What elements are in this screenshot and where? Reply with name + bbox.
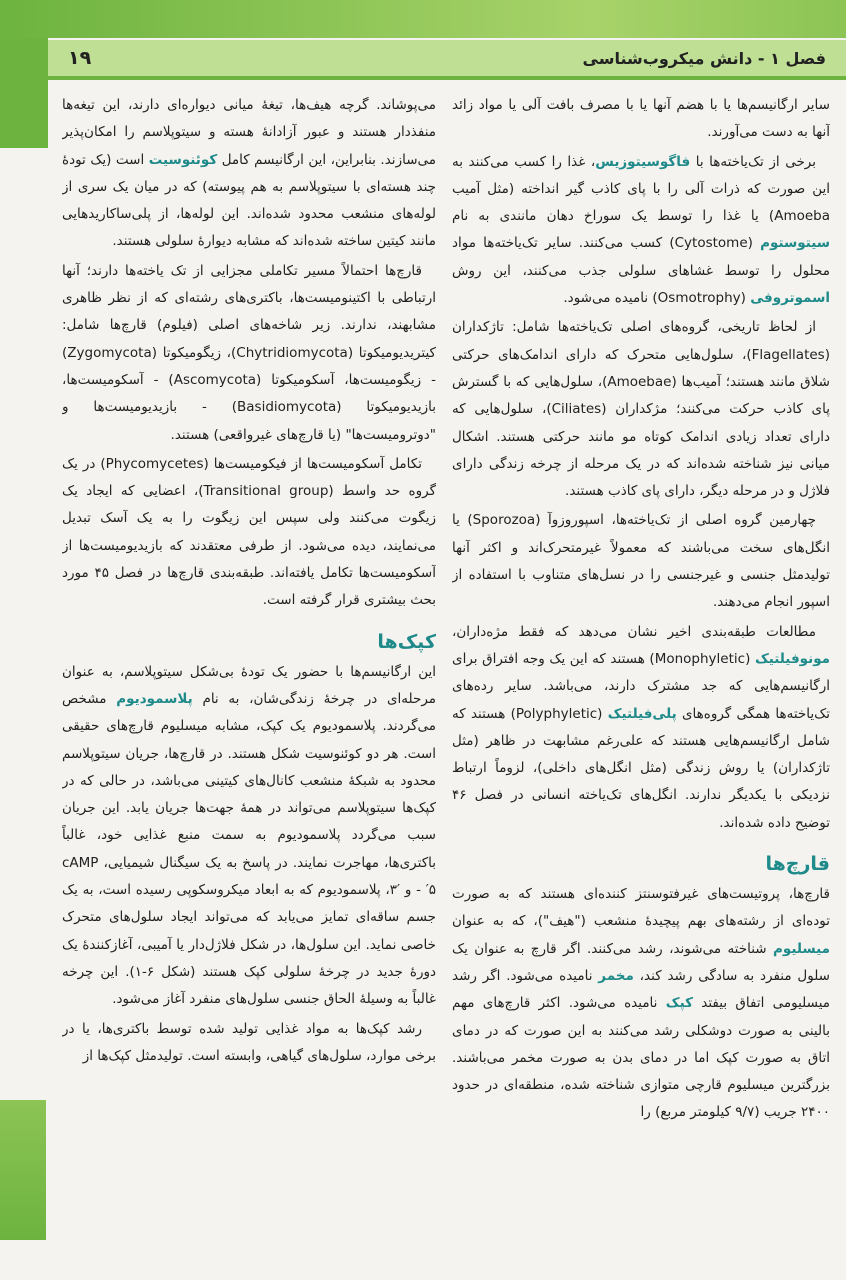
key-term: پلاسمودیوم [116,690,193,707]
left-column [62,92,436,1268]
paragraph: رشد کپک‌ها به مواد غذایی تولید شده توسط باکتری‌ها، یا در برخی موارد، سلول‌های گیاهی، وابسته است. تولیدمثل کپک‌ها از [62,1020,436,1064]
paragraph: برخی از تک‌یاخته‌ها با فاگوسیتوزیس، غذا را کسب می‌کنند به این صورت که ذرات آلی را با پای کاذب گیر انداخته (مثل آمیب Amoeba) یا غذا را توسط یک سوراخ دهان مانندی به نام سیتوستوم (Cytostome) کسب می‌کنند. سایر تک‌یاخته‌ها مواد محلول را توسط غشاهای سلولی جذب می‌کنند، این روش اسموتروفی (Osmotrophy) نامیده می‌شود. [452,153,830,307]
key-term: کپک [665,995,693,1012]
paragraph: مطالعات طبقه‌بندی اخیر نشان می‌دهد که فقط مژه‌داران، مونوفیلتیک (Monophyletic) هستند که این یک وجه افتراق برای ارگانیسم‌هایی که جد مشترک دارند، می‌باشد. سایر رده‌های تک‌یاخته‌ها همگی گروه‌های پلی‌فیلتیک (Polyphyletic) هستند که شامل ارگانیسم‌هایی هستند که علی‌رغم مشابهت در ظاهر (مثل تاژکداران) یا روش زندگی (مثل انگل‌های داخلی)، لزوماً ارتباط نزدیکی با یکدیگر ندارند. انگل‌های تک‌یاخته انسانی در فصل ۴۶ توضیح داده شده‌اند. [452,623,830,831]
left-color-band-bottom [0,1100,46,1240]
header-rule [48,76,846,80]
paragraph: قارچ‌ها احتمالاً مسیر تکاملی مجزایی از تک یاخته‌ها دارند؛ آنها ارتباطی با اکتینومیست‌ها، باکتری‌های رشته‌ای که از نظر ظاهری مشابهند، ندارند. زیر شاخه‌های اصلی (فیلوم) قارچ‌ها شامل: کیتریدیومیکوتا (Chytridiomycota)، زیگومیکوتا (Zygomycota) - زیگومیست‌ها، آسکومیکوتا (Ascomycota) - آسکومیست‌ها، بازیدیومیکوتا (Basidiomycota) - بازیدیومیست‌ها و "دوترومیست‌ها" (یا قارچ‌های غیرواقعی) هستند. [62,262,436,443]
chapter-title: فصل ۱ - دانش میکروب‌شناسی [582,48,826,68]
top-color-band [0,0,846,38]
left-color-band-top [0,38,48,148]
key-term: پلی‌فیلتیک [607,705,677,722]
key-term: سیتوستوم [760,235,830,252]
paragraph: تکامل آسکومیست‌ها از فیکومیست‌ها (Phycomycetes) در یک گروه حد واسط (Transitional group)، اعضایی که ایجاد یک زیگوت می‌کنند ولی سپس این زیگوت را به یک آسک تبدیل می‌نمایند، دیده می‌شود. از طرفی معتقدند که بازیدیومیست‌ها از آسکومیست‌ها تکامل یافته‌اند. طبقه‌بندی قارچ‌ها در فصل ۴۵ مورد بحث بیشتری قرار گرفته است. [62,455,436,609]
section-heading-fungi: قارچ‌ها [765,853,830,876]
key-term: کوئنوسیت [148,151,218,168]
page-number: ۱۹ [68,47,92,69]
paragraph: از لحاظ تاریخی، گروه‌های اصلی تک‌یاخته‌ها شامل: تاژکداران (Flagellates)، سلول‌هایی متحرک که دارای اندامک‌های حرکتی شلاق مانند هستند؛ آمیب‌ها (Amoebae)، سلول‌هایی که با گسترش پای کاذب حرکت می‌کنند؛ مژکداران (Ciliates)، سلول‌هایی که دارای تعداد زیادی اندامک کوتاه مو مانند حرکتی هستند. اشکال میانی نیز شناخته شده‌اند که در یک مرحله از چرخه زندگی دارای فلاژل و در مرحله دیگر، دارای پای کاذب هستند. [452,319,830,500]
key-term: مونوفیلتیک [754,650,830,667]
key-term: میسلیوم [773,940,830,957]
key-term: فاگوسیتوزیس [595,153,691,170]
key-term: اسموتروفی [750,290,830,307]
paragraph: این ارگانیسم‌ها با حضور یک تودهٔ بی‌شکل سیتوپلاسم، به عنوان مرحله‌ای در چرخهٔ زندگی‌شان، به نام پلاسمودیوم مشخص می‌گردند. پلاسمودیوم یک کپک، مشابه میسلیوم قارچ‌های حقیقی است. هر دو کوئنوسیت شکل هستند. در قارچ‌ها، جریان سیتوپلاسم محدود به شبکهٔ منشعب کانال‌های کیتینی می‌باشد، در حالی که در کپک‌ها سیتوپلاسم می‌تواند در همهٔ جهت‌ها جریان یابد. این جریان سبب می‌گردد پلاسمودیوم به سمت منبع غذایی خود، غالباً باکتری‌ها، مهاجرت نمایند. در پاسخ به یک سیگنال شیمیایی، cAMP - ′۵ و ′۳، پلاسمودیوم که به ابعاد میکروسکوپی رسیده است، به یک جسم ساقه‌ای تمایز می‌یابد که می‌تواند ایجاد سلول‌های متحرک خاصی نماید. این سلول‌ها، در شکل فلاژل‌دار یا آمیبی، آغازکنندهٔ یک دورهٔ جدید در چرخهٔ سلولی کپک هستند (شکل ۶-۱). این چرخه غالباً به وسیلهٔ الحاق جنسی سلول‌های منفرد آغاز می‌شود. [62,663,436,1008]
right-column [452,92,830,1268]
paragraph: می‌پوشاند. گرچه هیف‌ها، تیغهٔ میانی دیواره‌ای دارند، این تیغه‌ها منفذدار هستند و عبور آزادانهٔ هسته و سیتوپلاسم را امکان‌پذیر می‌سازند. بنابراین، این ارگانیسم کامل کوئنوسیت است (یک تودهٔ چند هسته‌ای با سیتوپلاسم به هم پیوسته) که در میان یک سری از لوله‌های منشعب محدود شده‌اند. این لوله‌ها، از پلی‌ساکاریدهایی مانند کیتین ساخته شده‌اند که مشابه دیوارهٔ سلولی هستند. [62,97,436,250]
key-term: مخمر [598,967,634,984]
page-header [48,40,846,76]
paragraph: سایر ارگانیسم‌ها یا با هضم آنها یا با مصرف بافت آلی یا مواد زائد آنها به دست می‌آورند. [452,97,830,141]
paragraph: قارچ‌ها، پروتیست‌های غیرفتوسنتز کننده‌ای هستند که به صورت توده‌ای از رشته‌های بهم پیچیدهٔ منشعب ("هیف")، که به عنوان میسلیوم شناخته می‌شوند، رشد می‌کنند. اگر قارچ به عنوان یک سلول منفرد به سادگی رشد کند، مخمر نامیده می‌شود. اگر رشد میسلیومی اتفاق بیفتد کپک نامیده می‌شود. اکثر قارچ‌های مهم بالینی به صورت دوشکلی رشد می‌کنند به این صورت که در دمای اتاق به صورت کپک اما در دمای بدن به صورت مخمر می‌باشند. بزرگترین میسلیوم قارچی متوازی شناخته شده، منطقه‌ای در حدود ۲۴۰۰ جریب (۹/۷ کیلومتر مربع) را [452,886,830,1121]
paragraph: چهارمین گروه اصلی از تک‌یاخته‌ها، اسپوروزوآ (Sporozoa) یا انگل‌های سخت می‌باشند که معمولاً غیرمتحرک‌اند و اکثر آنها تولیدمثل جنسی و غیرجنسی را در نسل‌های متناوب با استفاده از اسپور انجام می‌دهند. [452,512,830,611]
section-heading-molds: کپک‌ها [377,630,436,653]
